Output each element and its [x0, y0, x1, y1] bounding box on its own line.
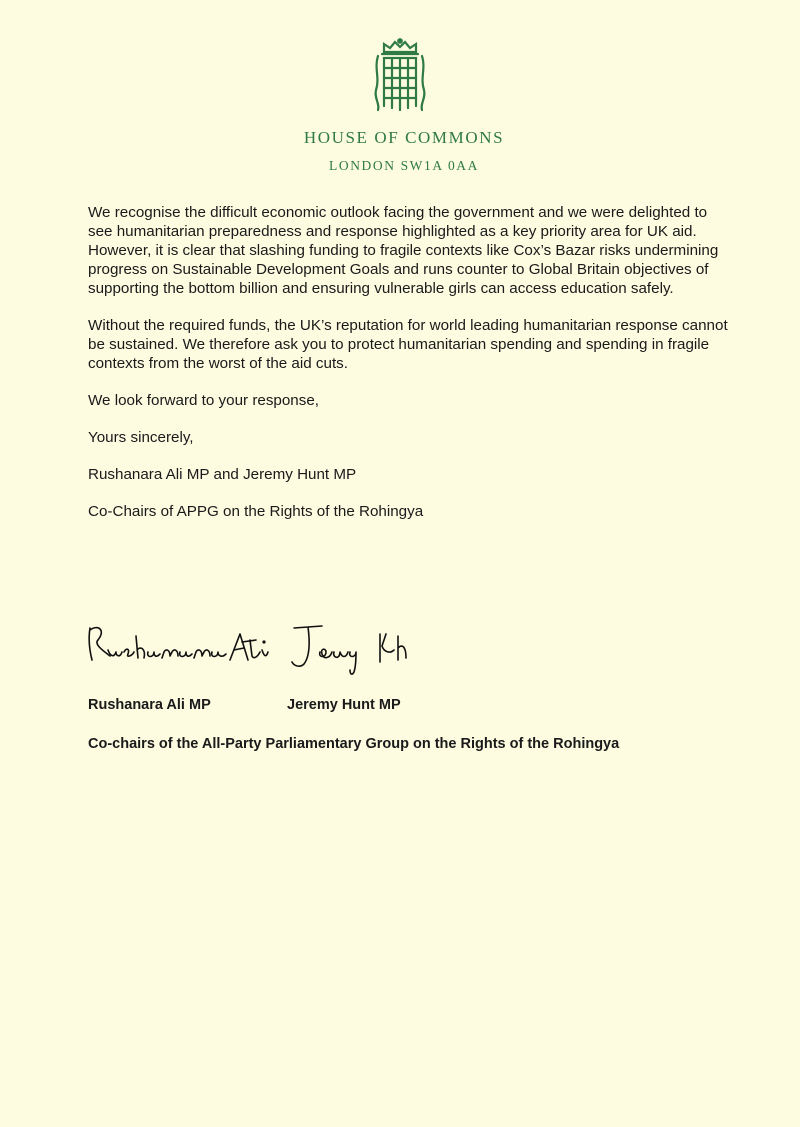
organization-address: LONDON SW1A 0AA [329, 158, 479, 173]
handwritten-signatures [84, 612, 504, 682]
letterhead [0, 38, 800, 174]
closing-line: We look forward to your response, [88, 392, 320, 409]
salutation: Yours sincerely, [88, 429, 194, 446]
portcullis-icon [370, 38, 430, 114]
paragraph-2: Without the required funds, the UK’s reputation for world leading humanitarian response cannot be sustained. We therefore ask you to protect humanitarian spending and spending in fragile contexts from the worst of the aid cuts. [88, 317, 728, 372]
letter-body [88, 203, 728, 539]
signature-jeremy-hunt [292, 626, 406, 674]
signatories-role: Co-chairs of the All-Party Parliamentary Group on the Rights of the Rohingya [88, 736, 620, 752]
signatory-names [88, 697, 401, 713]
signatory-name-rushanara-ali: Rushanara Ali MP [88, 697, 211, 713]
signatory-line: Rushanara Ali MP and Jeremy Hunt MP [88, 466, 357, 483]
signatures [84, 612, 504, 682]
signature-rushanara-ali [89, 628, 268, 660]
paragraph-1: We recognise the difficult economic outlook facing the government and we were delighted to see humanitarian preparedness and response highlighted as a key priority area for UK aid. However, it is clear that slashing funding to fragile contexts like Cox’s Bazar risks undermining progress on Sustainable Development Goals and runs counter to Global Britain objectives of supporting the bottom billion and ensuring vulnerable girls can access education safely. [88, 204, 719, 297]
organization-name: HOUSE OF COMMONS [303, 128, 505, 147]
signatory-name-jeremy-hunt: Jeremy Hunt MP [287, 697, 401, 713]
signatory-role-line: Co-Chairs of APPG on the Rights of the Rohingya [88, 503, 424, 520]
